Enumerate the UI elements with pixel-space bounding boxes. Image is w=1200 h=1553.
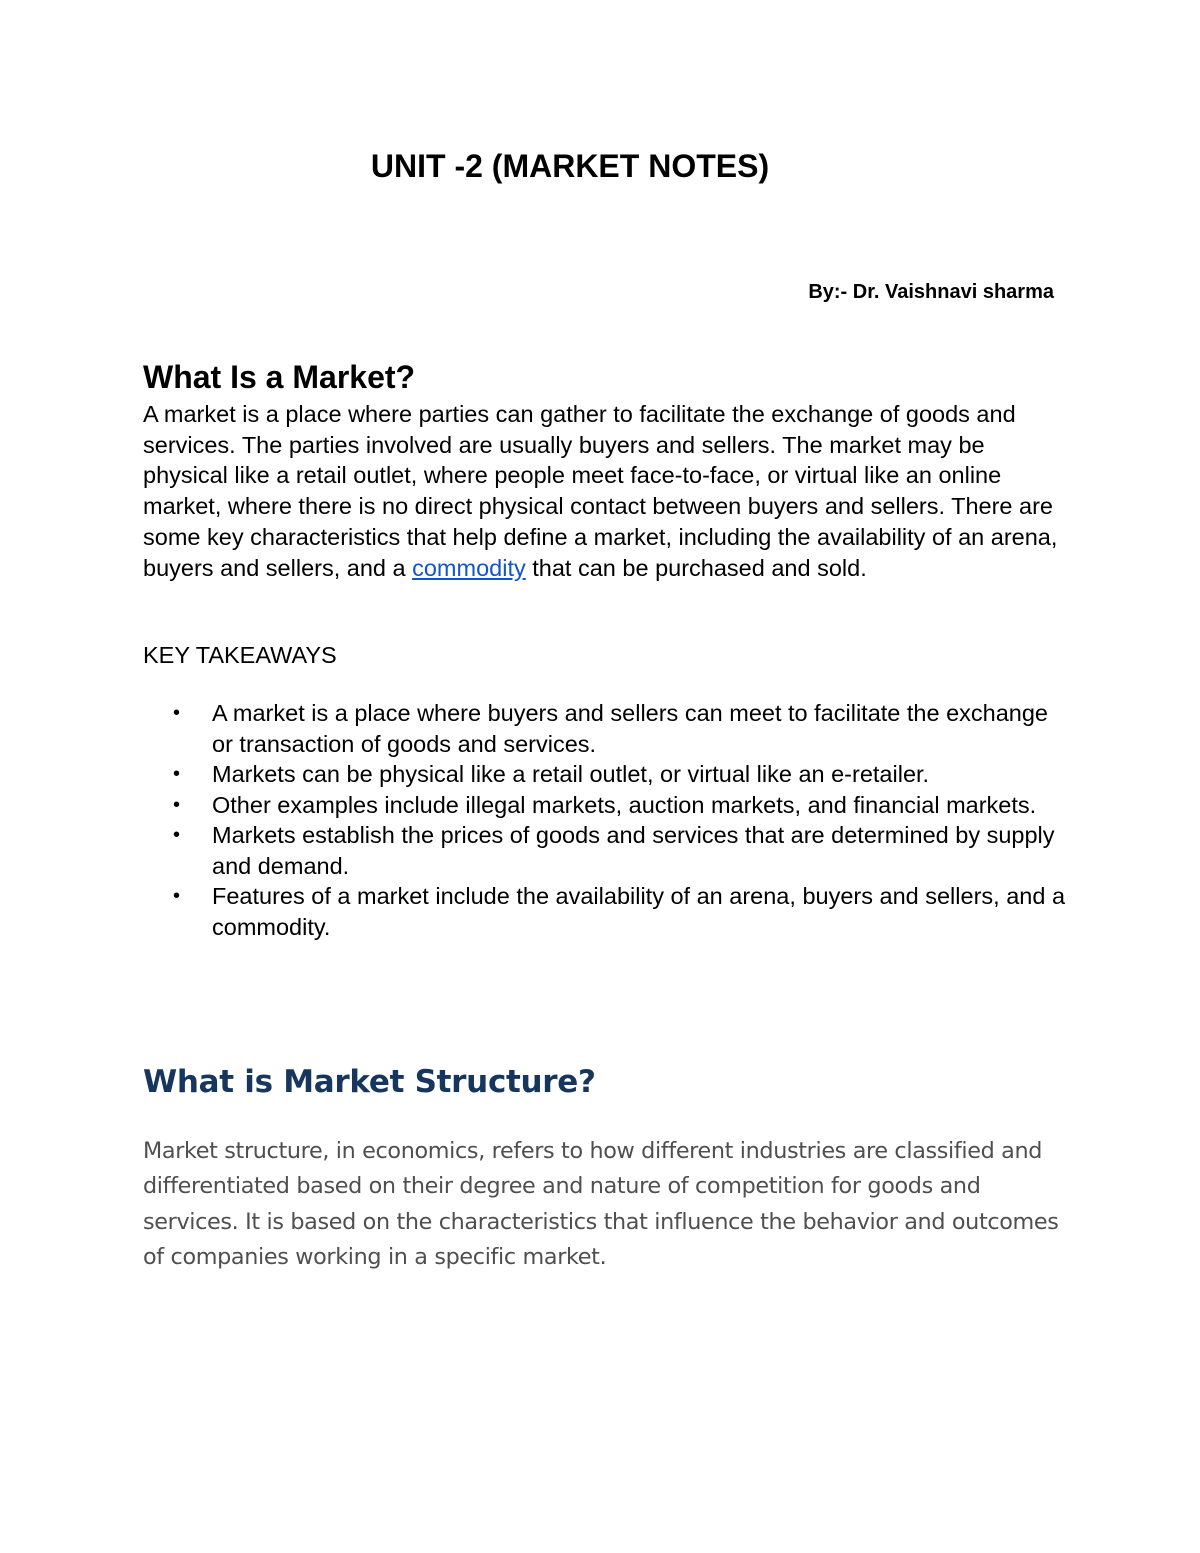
bullet-icon: •: [173, 702, 181, 724]
paragraph-text-after-link: that can be purchased and sold.: [525, 554, 867, 581]
bullet-icon: •: [173, 885, 181, 907]
list-item: [143, 698, 1073, 759]
list-item-text: Features of a market include the availability of an arena, buyers and sellers, and a commodity.: [212, 883, 1066, 940]
key-takeaways-label: KEY TAKEAWAYS: [143, 642, 337, 668]
list-item-text: A market is a place where buyers and sellers can meet to facilitate the exchange or transaction of goods and services.: [212, 700, 1049, 757]
bullet-icon: •: [173, 763, 181, 785]
list-item: [143, 790, 1073, 821]
section-paragraph-market-structure: Market structure, in economics, refers to how different industries are classified and differentiated based on their degree and nature of competition for goods and services. It is based on the characteristics that influence the behavior and outcomes of companies working in a specific market.: [143, 1138, 1059, 1270]
list-item: [143, 820, 1073, 881]
document-title: UNIT -2 (MARKET NOTES): [370, 148, 770, 184]
key-takeaways-list: [143, 698, 1073, 942]
list-item: [143, 759, 1073, 790]
list-item-text: Other examples include illegal markets, auction markets, and financial markets.: [212, 791, 1037, 818]
list-item-text: Markets can be physical like a retail outlet, or virtual like an e-retailer.: [212, 761, 930, 787]
paragraph-text-before-link: A market is a place where parties can gather to facilitate the exchange of goods and services. The parties involved are usually buyers and sellers. The market may be physical like a retail outlet, where people meet face-to-face, or virtual like an online market, where there is no direct physical contact between buyers and sellers. There are some key characteristics that help define a market, including the availability of an arena, buyers and sellers, and a: [143, 401, 1058, 581]
section-heading-market-structure: What is Market Structure?: [143, 1064, 596, 1100]
commodity-link[interactable]: commodity: [412, 554, 526, 581]
bullet-icon: •: [173, 793, 181, 816]
section-heading-what-is-a-market: What Is a Market?: [143, 359, 416, 395]
list-item: [143, 881, 1073, 942]
bullet-icon: •: [173, 824, 181, 846]
section-paragraph-market-definition: [143, 399, 1068, 583]
list-item-text: Markets establish the prices of goods and services that are determined by supply and demand.: [212, 822, 1055, 879]
author-byline: By:- Dr. Vaishnavi sharma: [808, 281, 1054, 303]
